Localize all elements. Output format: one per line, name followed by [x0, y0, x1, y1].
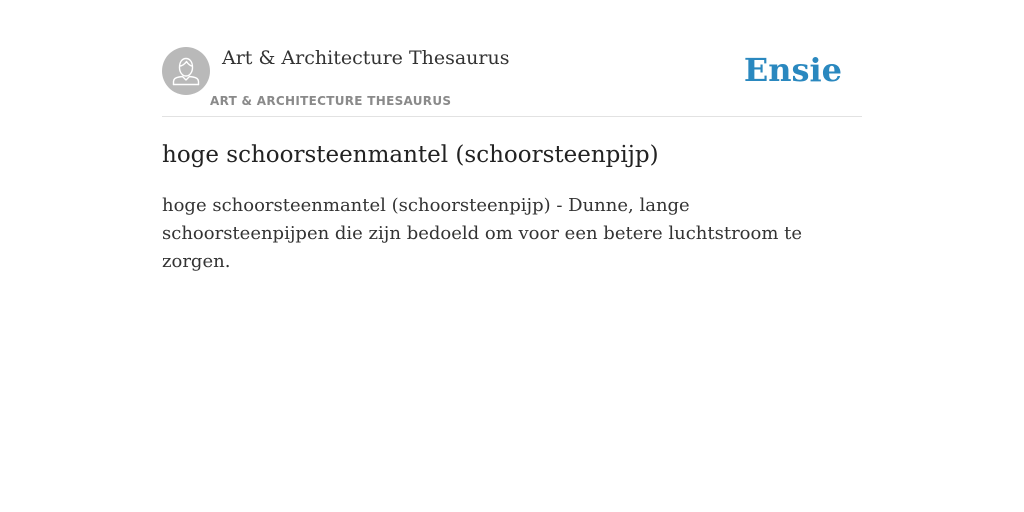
ensie-logo[interactable]: Ensie — [743, 51, 842, 89]
entry-header — [162, 47, 862, 117]
source-label-link[interactable]: ART & ARCHITECTURE THESAURUS — [210, 94, 452, 108]
author-avatar[interactable] — [162, 47, 210, 95]
author-name-link[interactable]: Art & Architecture Thesaurus — [222, 47, 510, 69]
entry-definition: hoge schoorsteenmantel (schoorsteenpijp) - Dunne, lange schoorsteenpijpen die zijn bedoeld om voor een betere luchtstroom te zorgen. — [162, 195, 803, 272]
user-silhouette-icon — [162, 47, 210, 95]
entry-title: hoge schoorsteenmantel (schoorsteenpijp) — [162, 142, 659, 168]
